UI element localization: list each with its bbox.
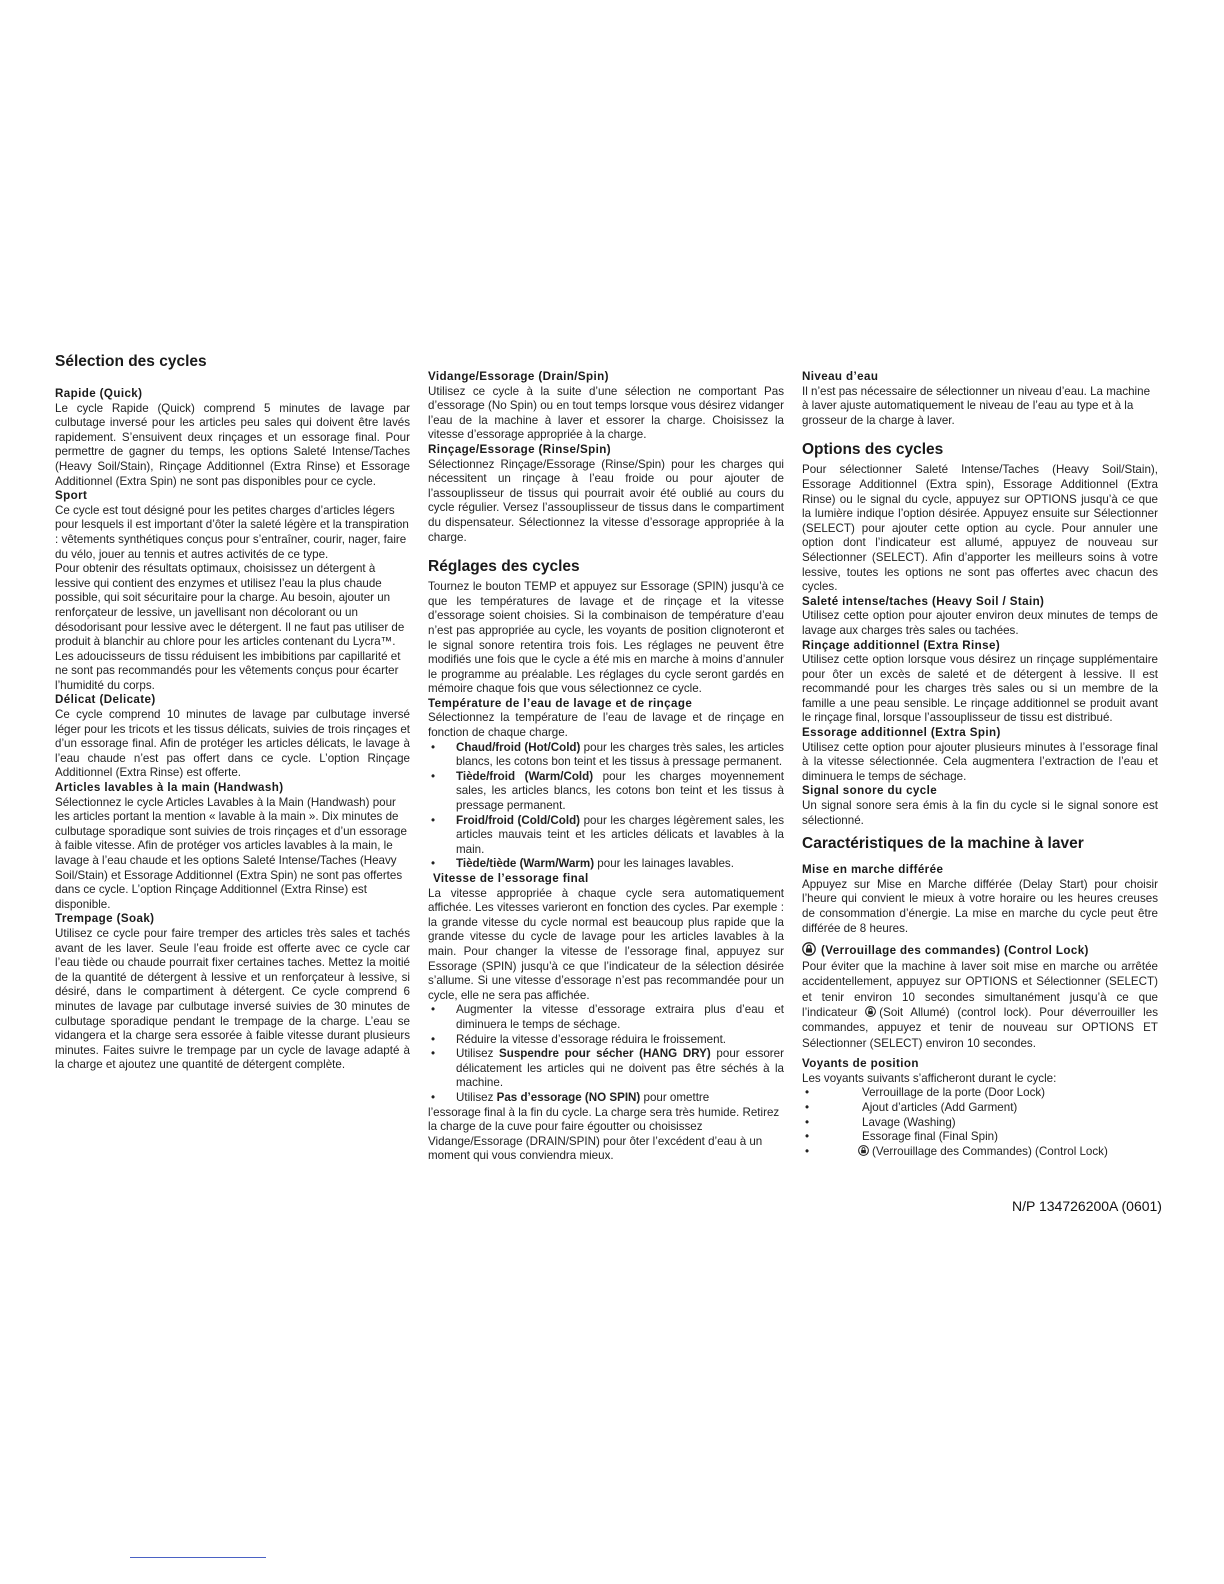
- section-title-cycle-selection: Sélection des cycles: [55, 353, 207, 370]
- text-no-spin-tail: l’essorage final à la fin du cycle. La charge sera très humide. Retirez la charge de la cuve pour faire égoutter ou choisissez Vidange/Essorage (DRAIN/SPIN) pour ôter l’excédent d’eau à un moment qui vous conviendra mieux.: [428, 1105, 780, 1163]
- status-lights-list: [802, 1086, 1158, 1159]
- list-item: • Chaud/froid (Hot/Cold) pour les charges très sales, les articles blancs, les cotons bon teint et les tissus à pressage permanent.: [428, 741, 784, 770]
- text-water-temp: Sélectionnez la température de l’eau de lavage et de rinçage en fonction de chaque charge.: [428, 711, 784, 740]
- heading-delay-start: Mise en marche différée: [802, 863, 944, 877]
- heading-delicate: Délicat (Delicate): [55, 693, 156, 707]
- speed-list: [428, 1003, 784, 1105]
- heading-soak: Trempage (Soak): [55, 912, 155, 926]
- text-handwash: Sélectionnez le cycle Articles Lavables à la Main (Handwash) pour les articles portant la mention « lavable à la main ». Dix minutes de culbutage sporadique sont suivies de trois rinçages et d’un essorage à faible vitesse. Afin de protéger vos articles lavables à la main, le lavage à l’eau chaude et les options Saleté Intense/Taches (Heavy Soil/Stain) et Essorage Additionnel (Extra Spin) ne sont pas offertes dans ce cycle. L’option Rinçage Additionnel (Extra Rinse) est disponible.: [55, 795, 407, 911]
- text-quick: Le cycle Rapide (Quick) comprend 5 minutes de lavage par culbutage inversé pour les articles peu sales qui doivent être lavés rapidement. S’ensuivent deux rinçages et un essorage final. Pour permettre de gagner du temps, les options Saleté Intense/Taches (Heavy Soil/Stain), Rinçage Additionnel (Extra Rinse) et Essorage Additionnel (Extra Spin) ne sont pas disponibles pour ce cycle.: [55, 401, 410, 488]
- section-title-cycle-options: Options des cycles: [802, 441, 944, 459]
- heading-water-level: Niveau d’eau: [802, 370, 879, 383]
- list-item: • Ajout d’articles (Add Garment): [802, 1101, 1158, 1116]
- list-item: • Essorage final (Final Spin): [802, 1130, 1158, 1145]
- heading-heavy-soil: Saleté intense/taches (Heavy Soil / Stain): [802, 594, 1045, 608]
- text-water-level: Il n’est pas nécessaire de sélectionner un niveau d’eau. La machine à laver ajuste automatiquement le niveau de l’eau au type et à la grosseur de la charge à laver.: [802, 384, 1151, 427]
- text-delay-start: Appuyez sur Mise en Marche différée (Delay Start) pour choisir l’heure qui convient le mieux à votre horaire ou les heures creuses de consommation d’énergie. La mise en marche du cycle peut être différée de 8 heures.: [802, 877, 1158, 935]
- list-item: • Utilisez Suspendre pour sécher (HANG DRY) pour essorer délicatement les articles qui ne doivent pas être séchés à la machine.: [428, 1047, 784, 1091]
- text-status-lights: Les voyants suivants s’afficheront durant le cycle:: [802, 1071, 1057, 1085]
- text-rinse-spin: Sélectionnez Rinçage/Essorage (Rinse/Spin) pour les charges qui nécessitent un rinçage à l’eau froide ou pour ajouter de l’assouplisseur de tissus qui pourrait avoir été oublié au cours du cycle régulier. Versez l’assouplisseur de tissus dans le compartiment du dispensateur. Sélectionnez la vitesse d’essorage appropriée à la charge.: [428, 457, 784, 544]
- heading-water-temp: Température de l’eau de lavage et de rinçage: [428, 696, 693, 710]
- temp-list: [428, 741, 784, 872]
- text-sport-2: Pour obtenir des résultats optimaux, choisissez un détergent à lessive qui contient des enzymes et utilisez l’eau la plus chaude possible, qui soit sécuritaire pour la charge. Au besoin, ajouter un renforçateur de lessive, un javellisant non décolorant ou un désodorisant pour lessive avec le détergent. Il ne faut pas utiliser de produit à blanchir au chlore pour les articles contenant du Lycra™. Les adoucisseurs de tissu réduisent les imbibitions par capillarité et ne sont pas recommandés pour les vêtements conçus pour écarter l’humidité du corps.: [55, 562, 405, 692]
- list-item: • (Verrouillage des Commandes) (Control Lock): [802, 1145, 1158, 1160]
- list-item: • Lavage (Washing): [802, 1116, 1158, 1131]
- text-heavy-soil: Utilisez cette option pour ajouter environ deux minutes de temps de lavage aux charges très sales ou tachées.: [802, 609, 1158, 637]
- heading-quick: Rapide (Quick): [55, 387, 143, 400]
- heading-extra-rinse: Rinçage additionnel (Extra Rinse): [802, 638, 1001, 652]
- text-sport-1: Ce cycle est tout désigné pour les petites charges d’articles légers pour lesquels il est important d’ôter la saleté légère et la transpiration : vêtements synthétiques conçus pour s’entraîner, courir, nager, faire du vélo, jouer au tennis et autres activités de ce type.: [55, 503, 409, 561]
- heading-cycle-signal: Signal sonore du cycle: [802, 784, 938, 798]
- heading-status-lights: Voyants de position: [802, 1057, 919, 1071]
- heading-final-spin-speed: Vitesse de l’essorage final: [433, 872, 589, 885]
- lock-icon: [858, 1145, 869, 1156]
- lock-icon: [802, 942, 816, 956]
- column-3: [802, 370, 1158, 1159]
- footer-rule: [130, 1557, 266, 1558]
- text-drain-spin: Utilisez ce cycle à la suite d’une sélection ne comportant Pas d’essorage (No Spin) ou en tout temps lorsque vous désirez vidanger l’eau de la machine à laver et essorer la charge. Choisissez la vitesse d’essorage appropriée à la charge.: [428, 384, 784, 442]
- heading-drain-spin: Vidange/Essorage (Drain/Spin): [428, 370, 609, 383]
- list-item: • Réduire la vitesse d’essorage réduira le froissement.: [428, 1033, 784, 1048]
- heading-rinse-spin: Rinçage/Essorage (Rinse/Spin): [428, 442, 611, 456]
- lock-icon: [865, 1006, 876, 1017]
- heading-sport: Sport: [55, 489, 88, 503]
- text-extra-rinse: Utilisez cette option lorsque vous désirez un rinçage supplémentaire pour ôter un excès de saleté et de détergent à lessive. Il est recommandé pour les charges très sales ou si un membre de la famille a une peau sensible. Le rinçage additionnel se produit avant le rinçage final, lorsque l’assouplisseur de tissu est distribué.: [802, 653, 1158, 725]
- heading-handwash: Articles lavables à la main (Handwash): [55, 781, 284, 795]
- text-cycle-options: Pour sélectionner Saleté Intense/Taches (Heavy Soil/Stain), Essorage Additionnel (Extra spin), Essorage Additionnel (Extra Rinse) ou le signal du cycle, appuyez sur OPTIONS jusqu’à ce que la lumière indique l’option désirée. Appuyez ensuite sur Sélectionner (SELECT) pour ajouter cette option au cycle. Pour annuler une option dont l’indicateur est allumé, appuyez de nouveau sur Sélectionner (SELECT). Afin d’apporter les meilleurs soins à votre lessive, toutes les options ne sont pas offertes avec chacun des cycles.: [802, 463, 1158, 594]
- list-item: • Augmenter la vitesse d’essorage extraira plus d’eau et diminuera le temps de séchage.: [428, 1003, 784, 1032]
- text-soak: Utilisez ce cycle pour faire tremper des articles très sales et tachés avant de les laver. Seule l’eau froide est offerte avec ce cycle car l’eau tiède ou chaude pourrait fixer certaines taches. Mettez la moitié de la quantité de détergent à lessive et un renforçateur à lessive, si désiré, dans le compartiment à détergent. Ce cycle comprend 6 minutes de lavage par culbutage inversé suivies de 30 minutes de culbutage sporadique pendant le trempage de la charge. L’eau se vidangera et la charge sera essorée à faible vitesse durant plusieurs minutes. Faites suivre le trempage par un cycle de lavage adapté à la charge et ajoutez une quantité de détergent complète.: [55, 926, 410, 1072]
- list-item: • Tiède/froid (Warm/Cold) pour les charges moyennement sales, les articles blancs, les cotons bon teint et les tissus à pressage permanent.: [428, 770, 784, 814]
- heading-extra-spin: Essorage additionnel (Extra Spin): [802, 726, 1001, 740]
- text-delicate: Ce cycle comprend 10 minutes de lavage par culbutage inversé léger pour les tricots et les tissus délicats, suivies de trois rinçages et d’un essorage final. Afin de protéger les articles délicats, le lavage à l’eau chaude n’est pas offert dans ce cycle. L’option Rinçage Additionnel (Extra Rinse) est offerte.: [55, 708, 410, 780]
- column-1: [55, 352, 410, 1073]
- section-title-washer-features: Caractéristiques de la machine à laver: [802, 835, 1084, 853]
- list-item: • Verrouillage de la porte (Door Lock): [802, 1086, 1158, 1101]
- section-title-cycle-settings: Réglages des cycles: [428, 558, 580, 576]
- text-extra-spin: Utilisez cette option pour ajouter plusieurs minutes à l’essorage final à la vitesse sélectionnée. Cela augmentera l’extraction de l’eau et diminuera le temps de séchage.: [802, 740, 1158, 783]
- text-cycle-settings: Tournez le bouton TEMP et appuyez sur Essorage (SPIN) jusqu’à ce que les températures de lavage et de rinçage et la vitesse d’essorage soient choisies. Si la combinaison de température d’eau n’est pas appropriée au cycle, les voyants de position clignoteront et le signal sonore retentira trois fois. Les réglages ne peuvent être modifiés une fois que le cycle a été mis en marche à moins d’annuler le programme au préalable. Les réglages du cycle seront gardés en mémoire chaque fois que vous sélectionnez ce cycle.: [428, 580, 784, 696]
- list-item: • Utilisez Pas d’essorage (NO SPIN) pour omettre: [428, 1091, 784, 1106]
- text-control-lock: Pour éviter que la machine à laver soit mise en marche ou arrêtée accidentellement, appuyez sur OPTIONS et Sélectionner (SELECT) et tenir environ 10 secondes simultanément jusqu’à ce que l’indicateur (Soit Allumé) (control lock). Pour déverrouiller les commandes, appuyez et tenir de nouveau sur OPTIONS ET Sélectionner (SELECT) environ 10 secondes.: [802, 959, 1158, 1050]
- text-final-spin-speed: La vitesse appropriée à chaque cycle sera automatiquement affichée. Les vitesses varieront en fonction des cycles. Par exemple : la grande vitesse du cycle normal est beaucoup plus rapide que la grande vitesse du cycle de lavage pour les articles lavables à la main. Pour changer la vitesse de l’essorage final, appuyez sur Essorage (SPIN) jusqu’à ce que l’indicateur de la sélection désirée s’allume. Si une vitesse d’essorage n’est pas recommandée pour un cycle, elle ne sera pas affichée.: [428, 886, 784, 1002]
- list-item: • Froid/froid (Cold/Cold) pour les charges légèrement sales, les articles mauvais teint et les articles délicats et lavables à la main.: [428, 814, 784, 858]
- list-item: • Tiède/tiède (Warm/Warm) pour les lainages lavables.: [428, 857, 784, 872]
- part-number: N/P 134726200A (0601): [1012, 1198, 1162, 1214]
- text-cycle-signal: Un signal sonore sera émis à la fin du cycle si le signal sonore est sélectionné.: [802, 799, 1158, 827]
- column-2: [428, 370, 784, 1164]
- heading-control-lock: (Verrouillage des commandes) (Control Lock): [802, 942, 1158, 959]
